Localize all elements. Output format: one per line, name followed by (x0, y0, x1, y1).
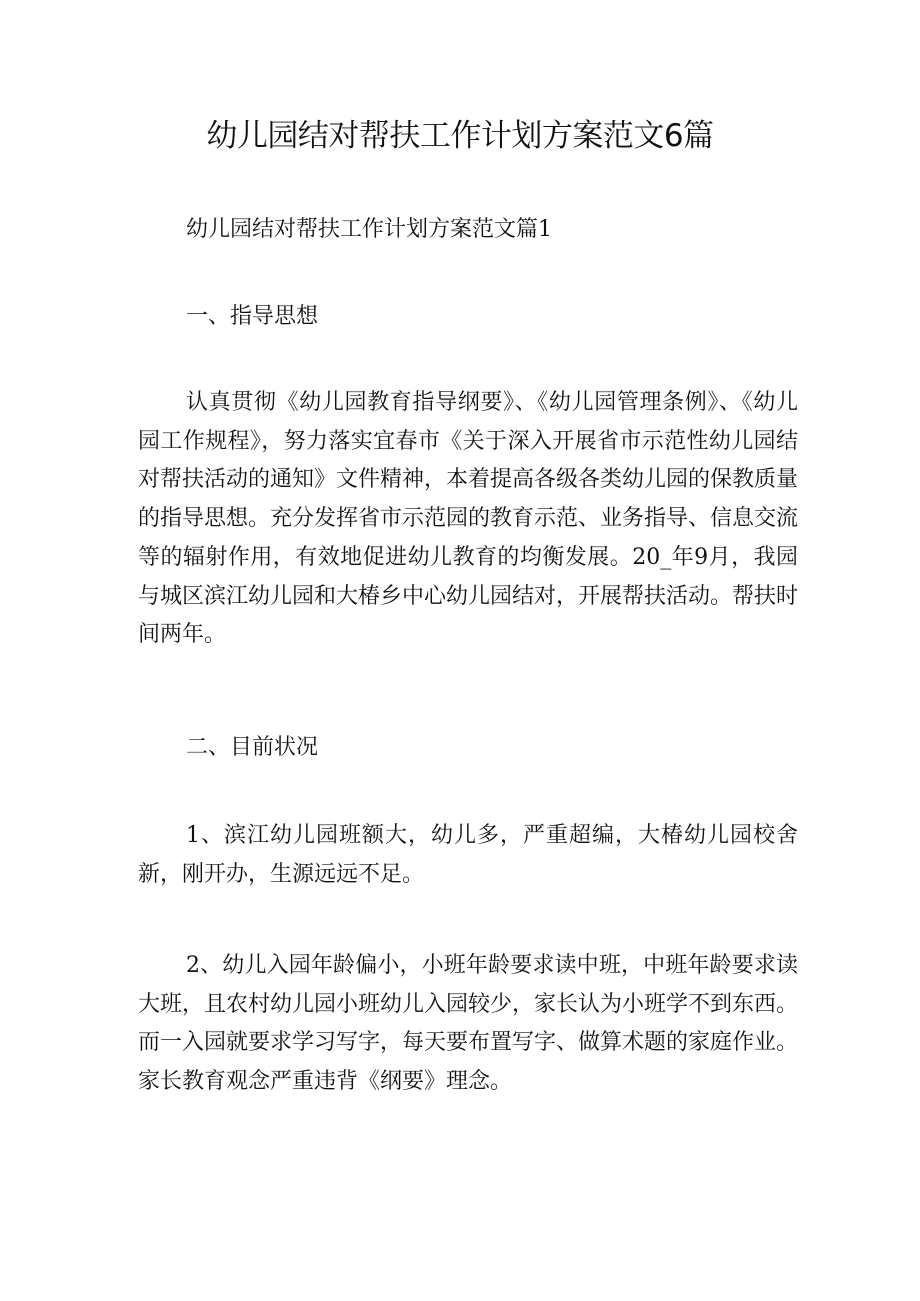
list-item-status-2: 2、幼儿入园年龄偏小，小班年龄要求读中班，中班年龄要求读大班，且农村幼儿园小班幼儿入园较少，家长认为小班学不到东西。而一入园就要求学习写字，每天要布置写字、做算术题的家庭作业。家长教育观念严重违背《纲要》理念。 (138, 953, 799, 1095)
document-title: 幼儿园结对帮扶工作计划方案范文6篇 (206, 118, 714, 154)
section-heading-current-status: 二、目前状况 (186, 735, 319, 760)
list-item-status-1: 1、滨江幼儿园班额大，幼儿多，严重超编，大椿幼儿园校舍新，刚开办，生源远远不足。 (138, 823, 798, 887)
article-subtitle: 幼儿园结对帮扶工作计划方案范文篇1 (186, 217, 552, 242)
paragraph-guiding-ideology: 认真贯彻《幼儿园教育指导纲要》、《幼儿园管理条例》、《幼儿园工作规程》，努力落实宜春市《关于深入开展省市示范性幼儿园结对帮扶活动的通知》文件精神，本着提高各级各类幼儿园的保教质量的指导思想。充分发挥省市示范园的教育示范、业务指导、信息交流等的辐射作用，有效地促进幼儿教育的均衡发展。20_年9月，我园与城区滨江幼儿园和大椿乡中心幼儿园结对，开展帮扶活动。帮扶时间两年。 (138, 390, 799, 648)
section-heading-guiding-ideology: 一、指导思想 (186, 304, 319, 329)
